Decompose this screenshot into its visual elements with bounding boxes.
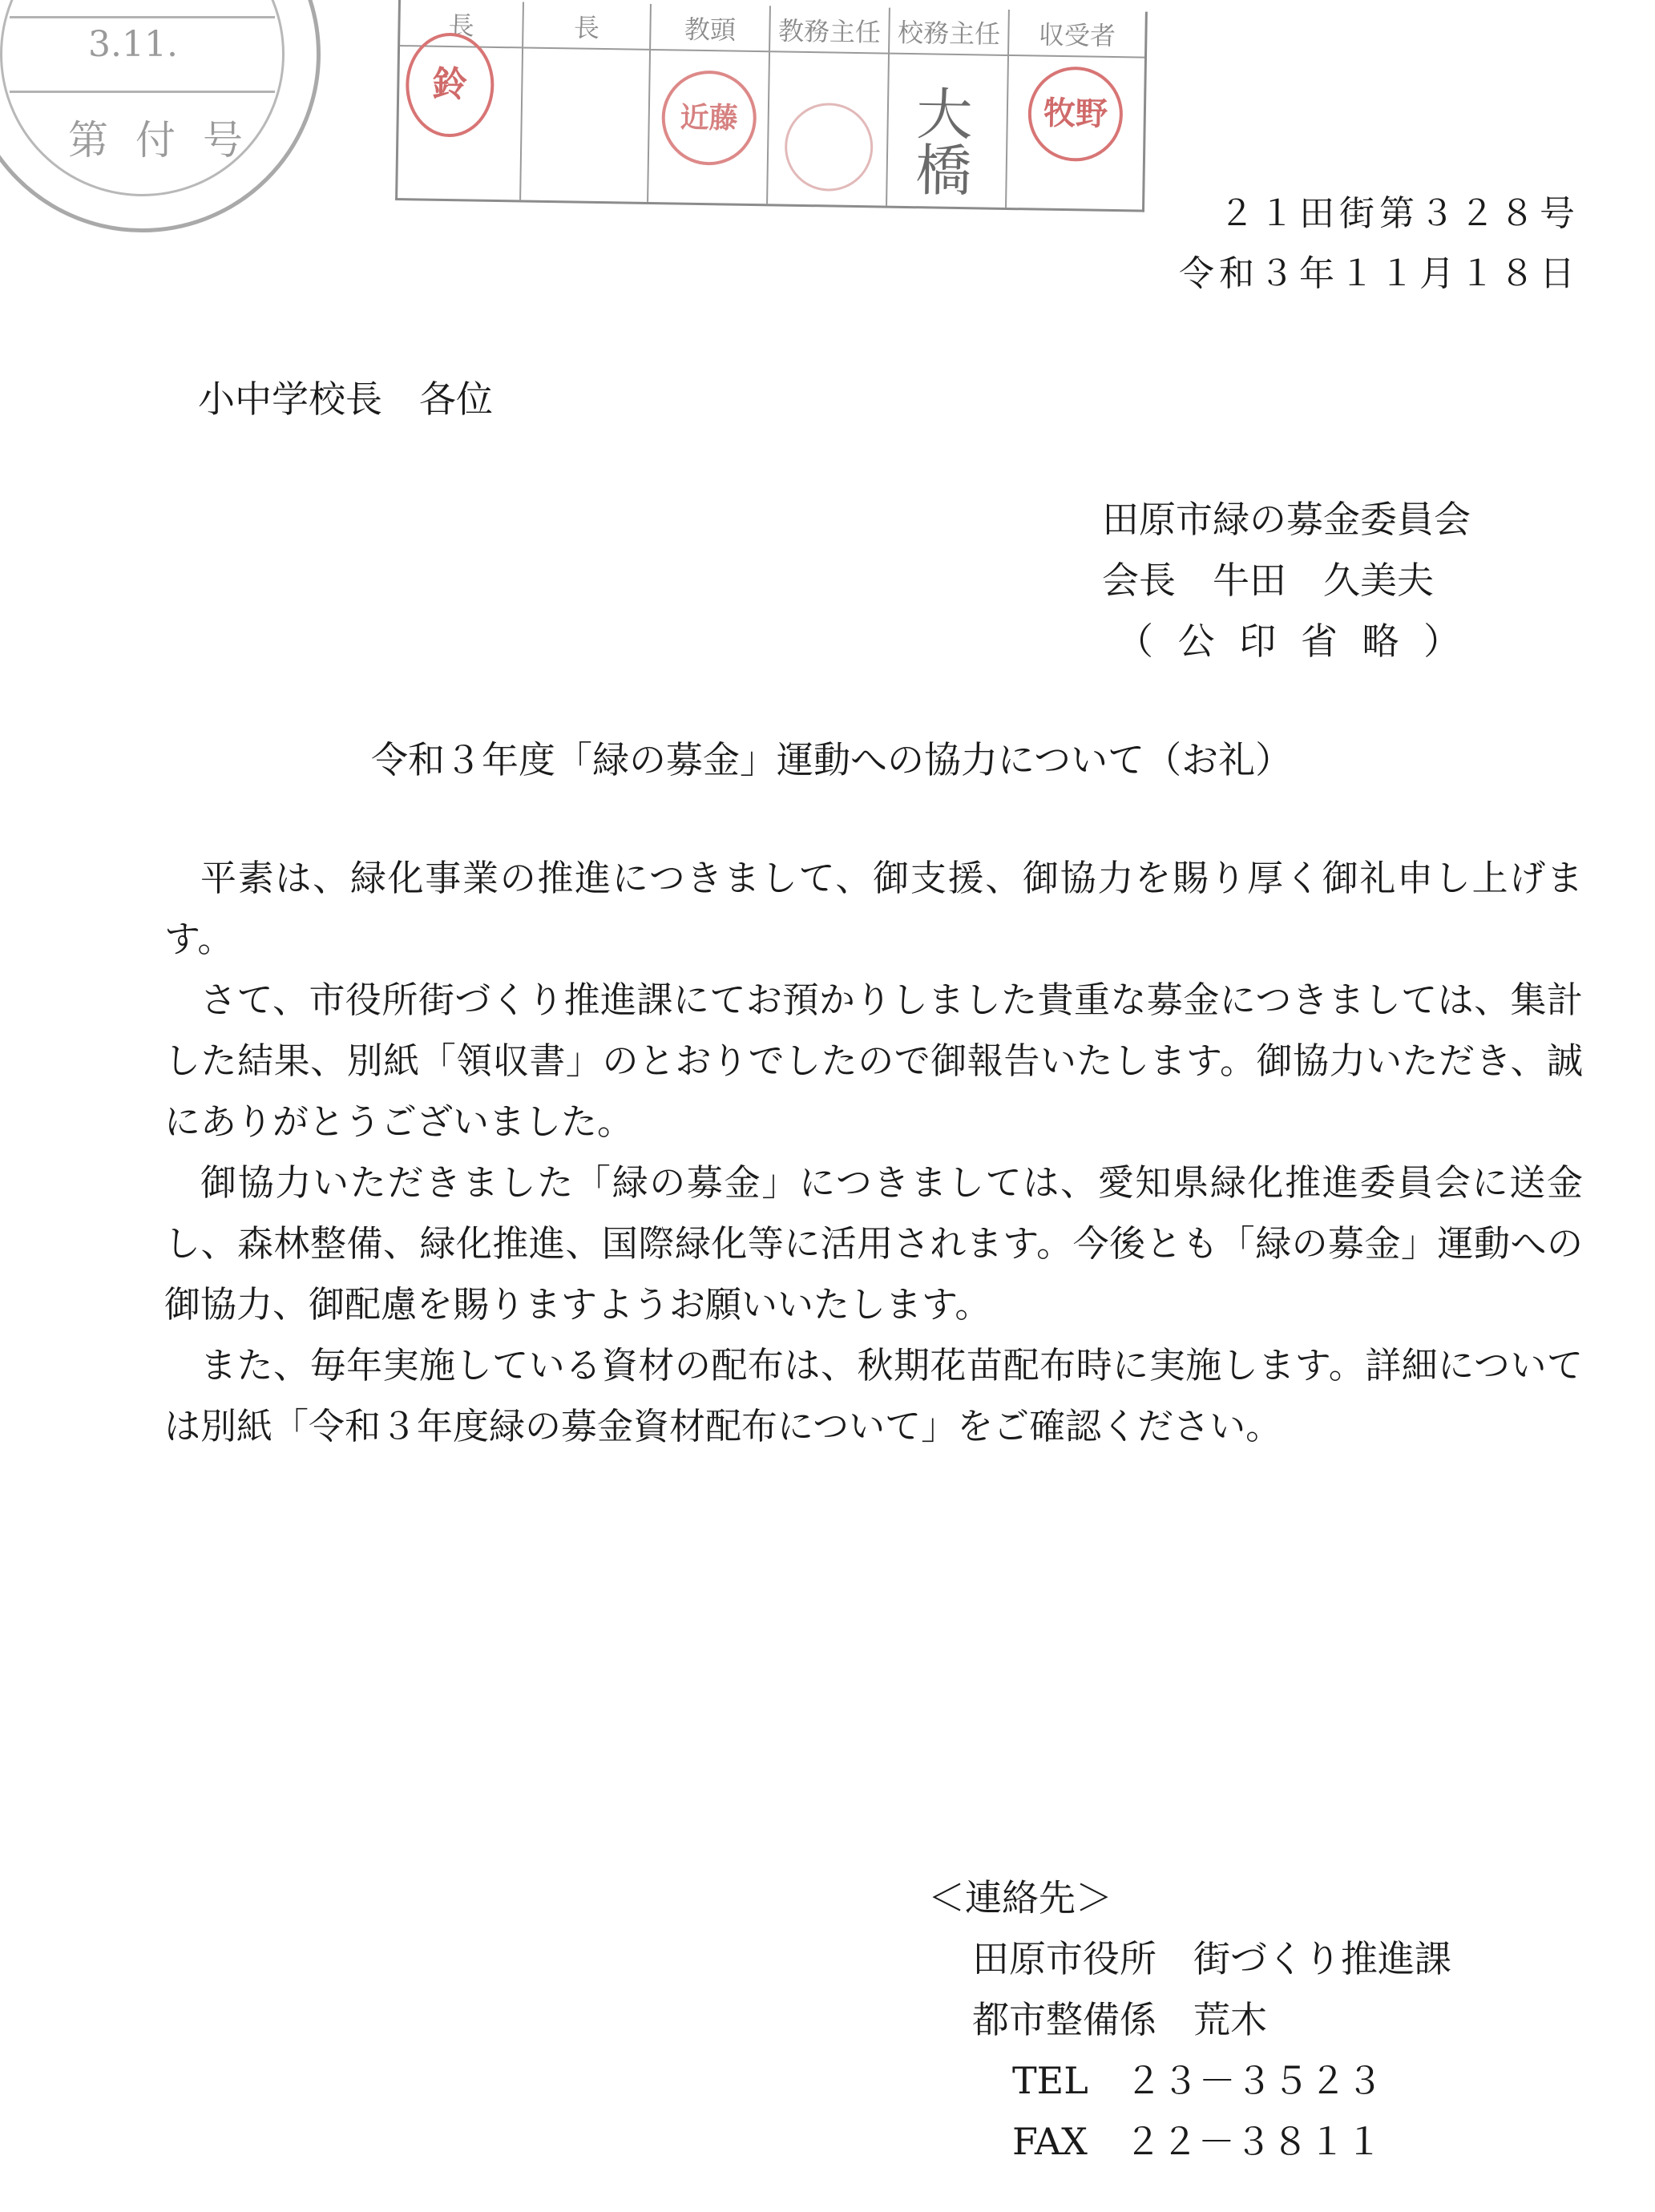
handwritten-name	[906, 83, 974, 198]
head-teacher-seal-text: 近藤	[680, 100, 739, 135]
approval-seal-table	[395, 0, 1148, 212]
approval-col-admin-chief	[887, 8, 1010, 208]
contact-block	[928, 1867, 1451, 2172]
stamp-date-text: 3.11.	[88, 24, 178, 65]
principal-seal	[405, 32, 494, 138]
sender-name: 会長 牛田 久美夫	[1102, 559, 1434, 602]
document-date: 令和３年１１月１８日	[1179, 253, 1580, 294]
seal-omitted-note: （ 公 印 省 略 ）	[1116, 620, 1467, 663]
letter-body	[164, 848, 1583, 1457]
contact-heading: ＜連絡先＞	[928, 1876, 1112, 1919]
approval-header: 収受者	[1009, 10, 1145, 59]
receiver-seal	[1027, 66, 1124, 162]
sender-block	[1102, 489, 1471, 672]
contact-tel: TEL ２３－３５２３	[1012, 2059, 1383, 2102]
receiver-seal-text: 牧野	[1043, 94, 1108, 133]
approval-header: 長	[400, 0, 523, 48]
document-subject: 令和３年度「緑の募金」運動への協力について（お礼）	[371, 738, 1293, 781]
approval-header: 教務主任	[770, 6, 889, 54]
received-date-stamp	[0, 0, 321, 232]
approval-header: 教頭	[651, 4, 769, 52]
approval-col-vice	[521, 2, 652, 201]
body-paragraph: さて、市役所街づくり推進課にてお預かりしました貴重な募金につきましては、集計した結果、別紙「領収書」のとおりでしたので御報告いたします。御協力いただき、誠にありがとうございました。	[164, 979, 1583, 1143]
contact-fax: FAX ２２－３８１１	[1012, 2120, 1383, 2163]
sender-organization: 田原市緑の募金委員会	[1102, 498, 1471, 541]
body-paragraph: 御協力いただきました「緑の募金」につきましては、愛知県緑化推進委員会に送金し、森林整備、緑化推進、国際緑化等に活用されます。今後とも「緑の募金」運動への御協力、御配慮を賜りますようお願いいたします。	[164, 1161, 1583, 1326]
head-teacher-seal	[661, 70, 757, 166]
body-paragraph: また、毎年実施している資材の配布は、秋期花苗配布時に実施します。詳細については別紙「令和３年度緑の募金資材配布について」をご確認ください。	[164, 1344, 1583, 1447]
addressee: 小中学校長 各位	[198, 377, 493, 421]
handwritten-name-text: 大橋	[906, 83, 974, 198]
principal-seal-text: 鈴	[431, 63, 468, 106]
document-number: ２１田街第３２８号	[1219, 193, 1580, 234]
body-paragraph: 平素は、緑化事業の推進につきまして、御支援、御協力を賜り厚く御礼申し上げます。	[164, 857, 1583, 960]
approval-col-principal	[398, 0, 524, 200]
contact-office: 田原市役所 街づくり推進課	[972, 1937, 1451, 1980]
approval-col-academic-chief	[768, 6, 890, 205]
academic-chief-seal	[784, 103, 874, 192]
approval-header: 校務主任	[890, 8, 1008, 56]
stamp-label-text: 第付号	[68, 117, 270, 163]
contact-section: 都市整備係 荒木	[972, 1998, 1267, 2041]
approval-col-receiver	[1007, 10, 1145, 210]
approval-col-head-teacher	[648, 4, 771, 204]
approval-header: 長	[523, 2, 650, 50]
